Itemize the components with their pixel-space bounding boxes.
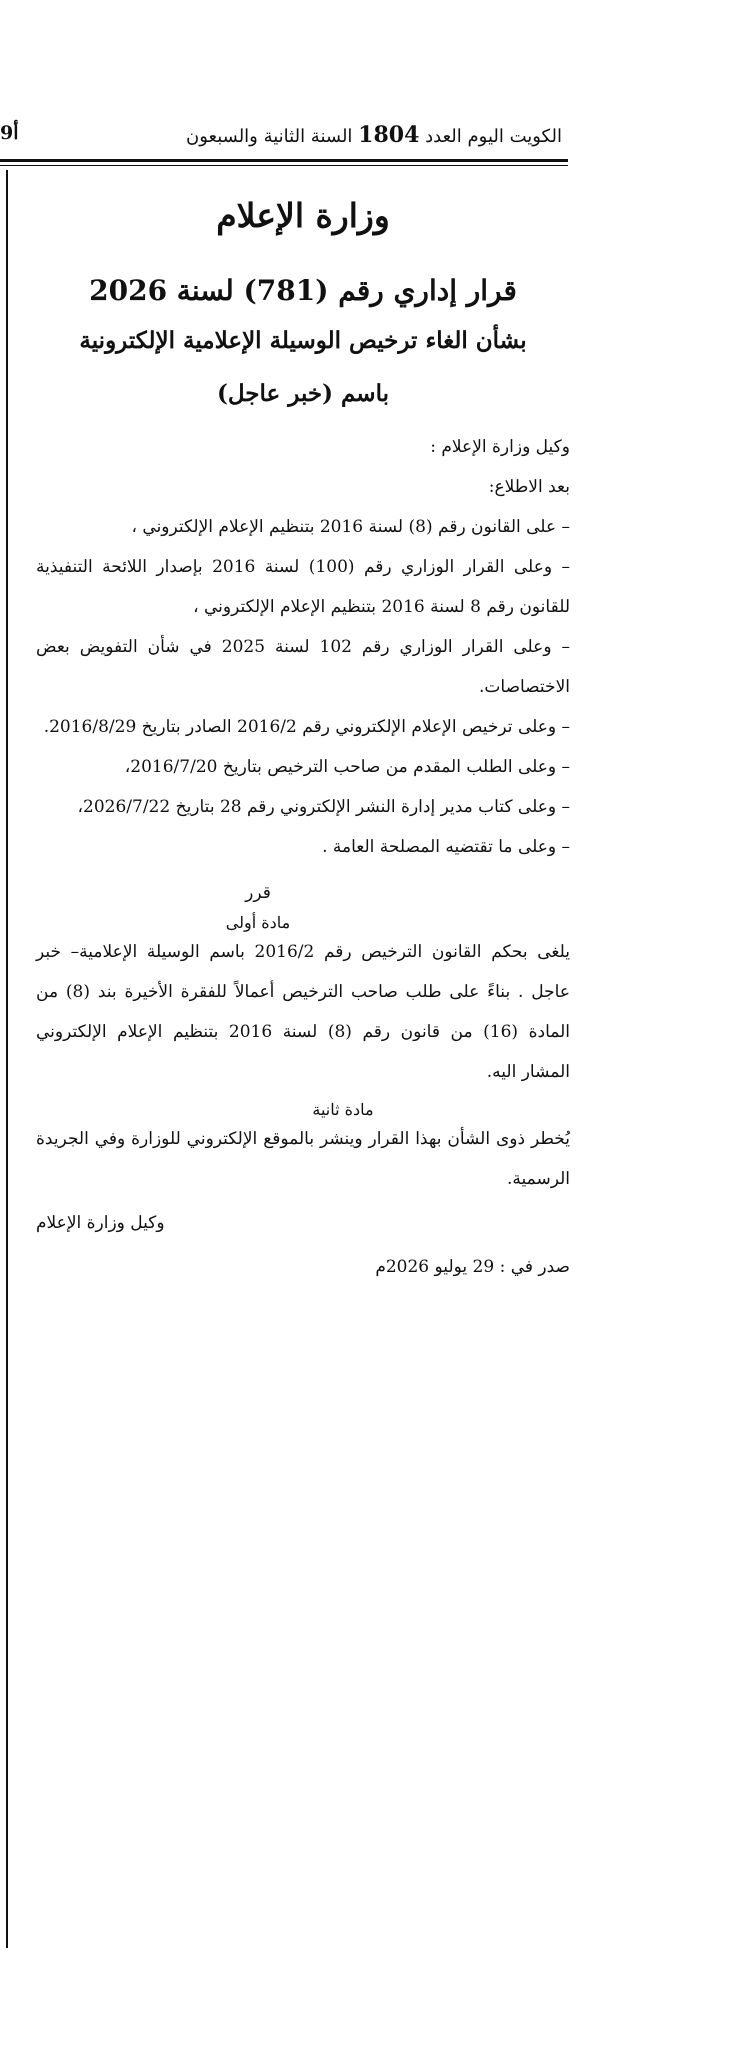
running-title-suffix: السنة الثانية والسبعون [186, 126, 353, 147]
running-title-prefix: الكويت اليوم العدد [425, 126, 562, 147]
subject-line-2: باسم (خبر عاجل) [217, 380, 389, 407]
article-1-text: يلغى بحكم القانون الترخيص رقم 2016/2 باسم الوسيلة الإعلامية– خبر عاجل . بناءً على طلب صاحب الترخيص أعمالاً للفقرة الأخيرة بند (8) من المادة (16) من قانون رقم (8) لسنة 2016 بتنظيم الإعلام الإلكتروني المشار اليه. [36, 942, 570, 1082]
article-2-title: مادة ثانية [312, 1100, 374, 1119]
article-2-text: يُخطر ذوى الشأن بهذا القرار وينشر بالموقع الإلكتروني للوزارة وفي الجريدة الرسمية. [36, 1129, 570, 1189]
column-divider [6, 170, 8, 1948]
after-review-line: بعد الاطلاع: [488, 477, 570, 497]
recital-2: – وعلى القرار الوزاري رقم (100) لسنة 2016 بإصدار اللائحة التنفيذية للقانون رقم 8 لسنة 2016 بتنظيم الإعلام الإلكتروني ، [36, 557, 570, 617]
recital-5: – وعلى الطلب المقدم من صاحب الترخيص بتاريخ 2016/7/20، [124, 757, 570, 777]
decision-title: قرار إداري رقم (781) لسنة 2026 [89, 274, 517, 307]
issue-date: صدر في : 29 يوليو 2026م [375, 1257, 570, 1277]
header-rule-thin [0, 165, 568, 166]
recital-7: – وعلى ما تقتضيه المصلحة العامة . [322, 837, 570, 857]
recital-6: – وعلى كتاب مدير إدارة النشر الإلكتروني رقم 28 بتاريخ 2026/7/22، [77, 797, 570, 817]
recital-1: – على القانون رقم (8) لسنة 2016 بتنظيم الإعلام الإلكتروني ، [131, 517, 570, 537]
authority-line: وكيل وزارة الإعلام : [430, 437, 570, 457]
page-number: 9أ [0, 122, 19, 144]
recital-4: – وعلى ترخيص الإعلام الإلكتروني رقم 2016/2 الصادر بتاريخ 2016/8/29. [43, 717, 570, 737]
decision-body [36, 170, 570, 1287]
article-1-title: مادة أولى [225, 913, 291, 932]
running-header [186, 122, 562, 148]
signature-line: وكيل وزارة الإعلام [36, 1213, 165, 1233]
issue-number: 1804 [358, 122, 420, 148]
recital-3: – وعلى القرار الوزاري رقم 102 لسنة 2025 في شأن التفويض بعض الاختصاصات. [36, 637, 570, 697]
subject-line-1: بشأن الغاء ترخيص الوسيلة الإعلامية الإلكترونية [79, 327, 527, 354]
decided-heading: قرر [245, 883, 271, 903]
header-rule-thick [0, 159, 568, 162]
ministry-heading: وزارة الإعلام [216, 196, 390, 235]
